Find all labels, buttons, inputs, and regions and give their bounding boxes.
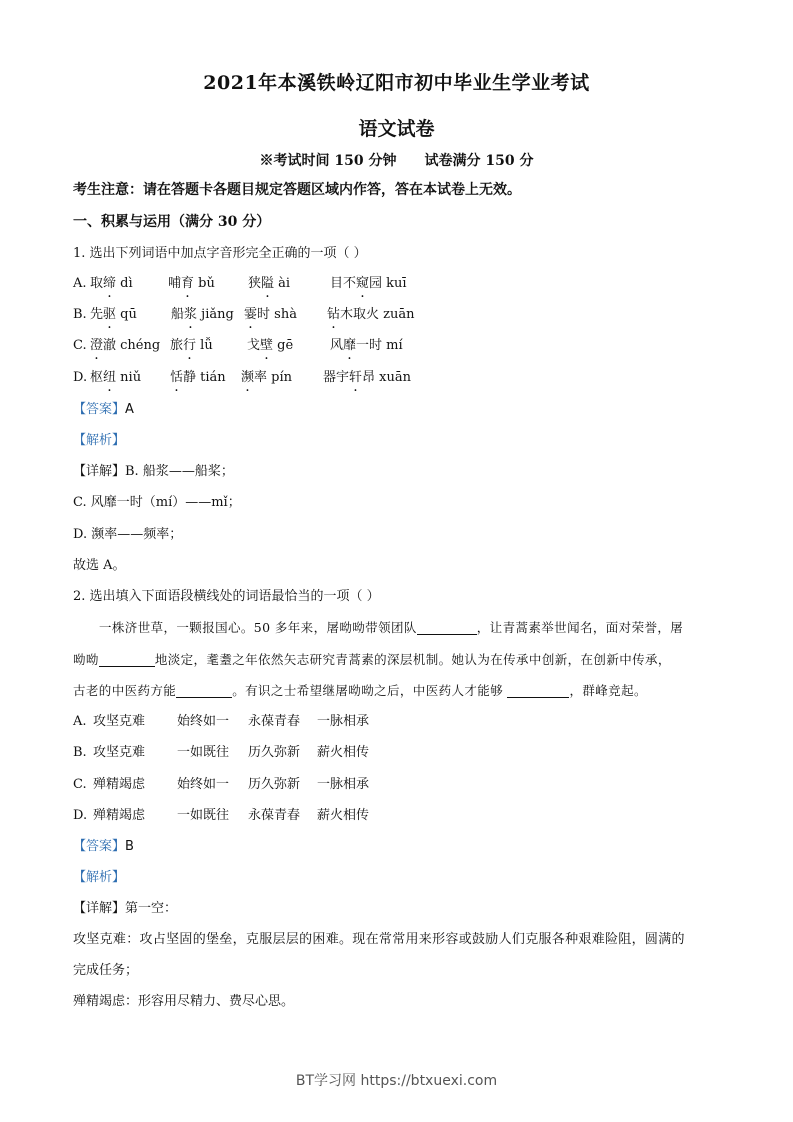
option-item-4: 器宇轩昂 xuān: [323, 370, 411, 385]
q2-detail-3: 完成任务；: [73, 963, 139, 978]
option-item-1: 枢纽 niǔ: [90, 370, 142, 385]
option-label: B.: [73, 745, 87, 760]
option-item-3: 霎时 shà: [244, 307, 297, 322]
q2-answer: [73, 837, 134, 857]
q2-detail-4: 殚精竭虑：形容用尽精力、费尽心思。: [73, 994, 295, 1009]
option-word-2: 始终如一: [177, 777, 230, 792]
q2-detail-1: 【详解】第一空：: [73, 901, 178, 916]
option-word-2: 一如既往: [177, 745, 230, 760]
option-item-4: 目不窥园 kuī: [330, 276, 407, 291]
footer-link[interactable]: BT学习网 https://btxuexi.com: [295, 1073, 498, 1089]
exam-time: ※考试时间 150 分钟: [259, 153, 397, 169]
option-word-3: 历久弥新: [248, 745, 301, 760]
option-label: C.: [73, 777, 87, 792]
option-word-4: 薪火相传: [317, 808, 370, 823]
option-word-4: 薪火相传: [317, 745, 370, 760]
option-label: B.: [73, 307, 87, 322]
q2-analysis-tag: 【解析】: [73, 870, 126, 885]
notice: 考生注意：请在答题卡各题目规定答题区域内作答，答在本试卷上无效。: [73, 182, 521, 198]
q1-detail-4: 故选 A。: [73, 558, 126, 573]
answer-tag: 【答案】: [73, 402, 126, 417]
blank-1: [417, 620, 477, 635]
option-word-1: 攻坚克难: [93, 745, 146, 760]
answer-tag: 【答案】: [73, 839, 126, 854]
option-word-2: 始终如一: [177, 714, 230, 729]
option-item-3: 戈壁 gē: [247, 338, 294, 353]
q2-stem: 2. 选出填入下面语段横线处的词语最恰当的一项（ ）: [73, 589, 380, 604]
option-item-2: 恬静 tián: [170, 370, 226, 385]
q1-stem: 1. 选出下列词语中加点字音形完全正确的一项（ ）: [73, 246, 367, 261]
option-item-3: 狭隘 ài: [248, 276, 291, 291]
option-word-1: 殚精竭虑: [93, 808, 146, 823]
option-item-3: 濒率 pín: [241, 370, 293, 385]
blank-2: [99, 652, 155, 667]
exam-info: [0, 150, 793, 170]
answer-value: A: [125, 402, 134, 417]
q2-detail-2: 攻坚克难：攻占坚固的堡垒，克服层层的困难。现在常常用来形容或鼓励人们克服各种艰难险阻，圆满的: [73, 932, 685, 947]
option-item-2: 船浆 jiǎng: [171, 307, 234, 322]
option-word-4: 一脉相承: [317, 714, 370, 729]
option-item-1: 先驱 qū: [90, 307, 137, 322]
section1-title: 一、积累与运用（满分 30 分）: [73, 214, 271, 230]
option-word-3: 永葆青春: [248, 714, 301, 729]
q1-detail-2: C. 风靡一时（mí）——mǐ；: [73, 495, 241, 510]
option-word-3: 历久弥新: [248, 777, 301, 792]
option-label: D.: [73, 808, 88, 823]
full-score: 试卷满分 150 分: [424, 153, 534, 169]
exam-title: 2021年本溪铁岭辽阳市初中毕业生学业考试: [203, 72, 590, 94]
option-word-2: 一如既往: [177, 808, 230, 823]
option-item-2: 旅行 lǚ: [170, 338, 213, 353]
q1-detail-3: D. 濒率——频率；: [73, 527, 183, 542]
option-word-1: 攻坚克难: [93, 714, 146, 729]
blank-3: [176, 683, 232, 698]
option-item-1: 澄澈 chéng: [90, 338, 161, 353]
option-word-4: 一脉相承: [317, 777, 370, 792]
option-word-1: 殚精竭虑: [93, 777, 146, 792]
q2-passage: 一株济世草，一颗报国心。50 多年来，屠呦呦带领团队 ，让青蒿素举世闻名，面对荣誉，屠 呦呦 地淡定，耄耋之年依然矢志研究青蒿素的深层机制。她认为在传承中创新，在创新中传承， 古老的中医药方能 。有识之士希望继屠呦呦之后，中医药人才能够 ，群峰竞起。: [73, 620, 684, 698]
q1-answer: [73, 400, 134, 420]
option-item-2: 哺育 bǔ: [168, 276, 215, 291]
answer-value: B: [125, 839, 134, 854]
exam-subtitle: 语文试卷: [358, 118, 435, 140]
option-label: C.: [73, 338, 87, 353]
q1-detail-1: 【详解】B. 船浆——船桨；: [73, 464, 234, 479]
option-label: A.: [73, 276, 87, 291]
option-item-1: 取缔 dì: [90, 276, 133, 291]
blank-4: [507, 683, 569, 698]
option-item-4: 风靡一时 mí: [330, 338, 403, 353]
option-word-3: 永葆青春: [248, 808, 301, 823]
option-item-4: 钻木取火 zuān: [327, 307, 415, 322]
q1-analysis-tag: 【解析】: [73, 433, 126, 448]
option-label: D.: [73, 370, 88, 385]
option-label: A.: [73, 714, 87, 729]
